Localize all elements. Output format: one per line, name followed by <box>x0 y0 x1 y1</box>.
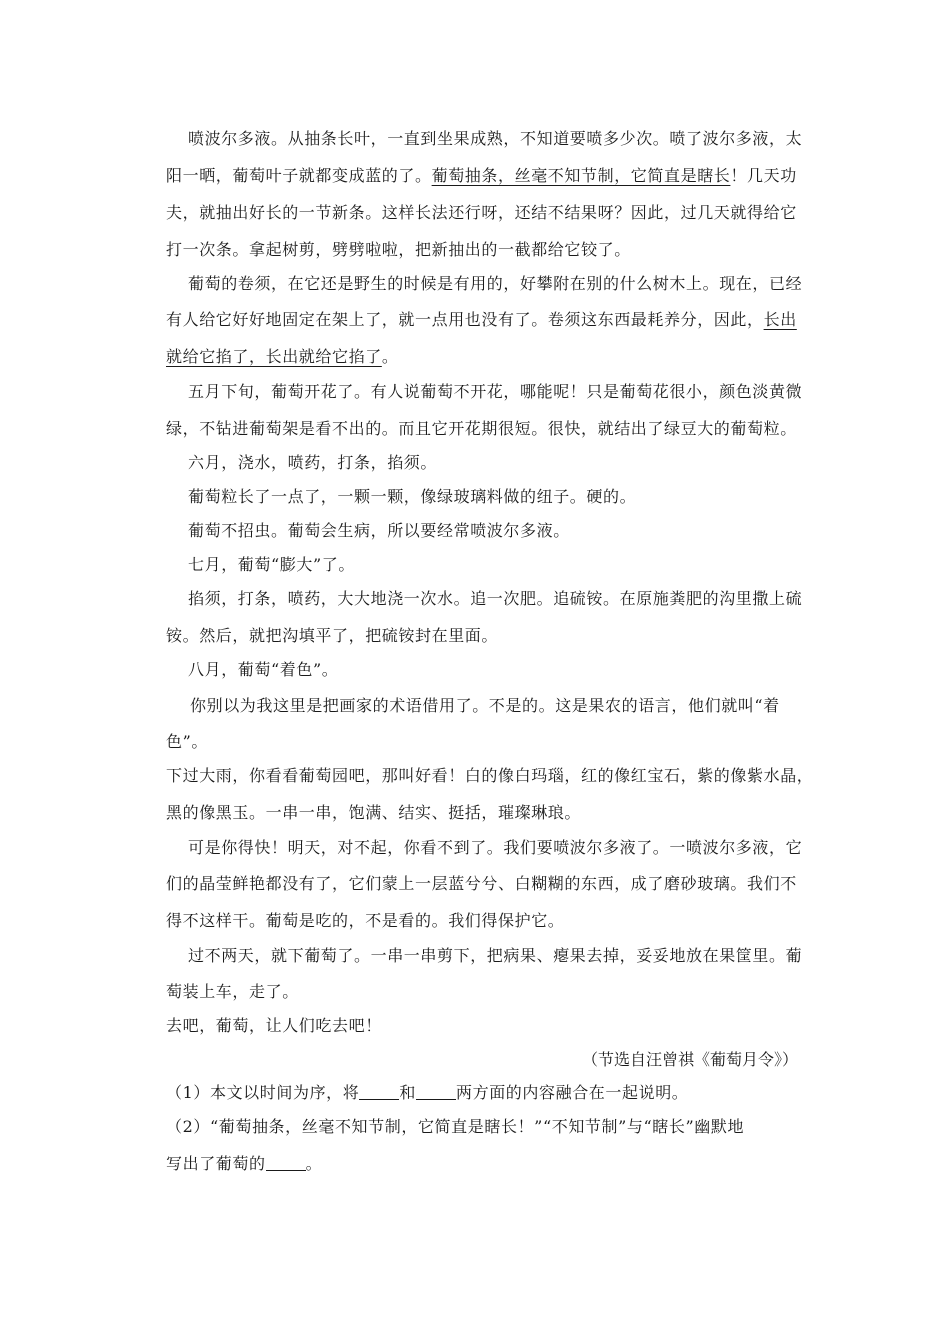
question-text: 。 <box>305 1154 323 1173</box>
question-2: （2）“葡萄抽条，丝毫不知节制，它简直是瞎长！”“不知节制”与“瞎长”幽默地 <box>166 1117 745 1136</box>
paragraph-line: 葡萄粒长了一点了，一颗一颗，像绿玻璃料做的纽子。硬的。 <box>188 487 637 506</box>
answer-blank[interactable] <box>359 1085 399 1100</box>
source-citation: （节选自汪曾祺《葡萄月令》） <box>581 1050 798 1069</box>
text-span: 。 <box>381 347 399 366</box>
paragraph-line <box>166 344 398 367</box>
text-span: 阳一晒，葡萄叶子就都变成蓝的了。 <box>166 166 432 185</box>
text-span: 有人给它好好地固定在架上了，就一点用也没有了。卷须这东西最耗养分，因此， <box>166 310 764 329</box>
question-text: （1）本文以时间为序，将 <box>166 1083 360 1102</box>
underlined-sentence: 就给它掐了，长出就给它掐了 <box>166 347 382 366</box>
question-text: 两方面的内容融合在一起说明。 <box>456 1083 689 1102</box>
paragraph-line: 萄装上车，走了。 <box>166 982 299 1001</box>
text-span: ！几天功 <box>730 166 797 185</box>
paragraph-line: 铵。然后，就把沟填平了，把硫铵封在里面。 <box>166 626 499 645</box>
paragraph-line: 得不这样干。葡萄是吃的，不是看的。我们得保护它。 <box>166 911 565 930</box>
paragraph-line <box>166 307 797 330</box>
paragraph-line: 可是你得快！明天，对不起，你看不到了。我们要喷波尔多液了。一喷波尔多液，它 <box>188 838 803 857</box>
paragraph-line: 绿，不钻进葡萄架是看不出的。而且它开花期很短。很快，就结出了绿豆大的葡萄粒。 <box>166 419 797 438</box>
paragraph-line: 夫，就抽出好长的一节新条。这样长法还行呀，还结不结果呀？因此，过几天就得给它 <box>166 203 797 222</box>
paragraph-line: 打一次条。拿起树剪，劈劈啦啦，把新抽出的一截都给它铰了。 <box>166 240 631 259</box>
underlined-sentence: 长出 <box>763 310 797 329</box>
underlined-sentence: 葡萄抽条，丝毫不知节制，它简直是瞎长 <box>431 166 731 185</box>
answer-blank[interactable] <box>266 1156 306 1171</box>
paragraph-line: 七月，葡萄“膨大”了。 <box>188 555 355 574</box>
question-1 <box>166 1080 688 1103</box>
paragraph-line <box>166 163 797 186</box>
paragraph-line: 掐须，打条，喷药，大大地浇一次水。追一次肥。追硫铵。在原施粪肥的沟里撒上硫 <box>188 589 803 608</box>
question-text: 和 <box>399 1083 416 1102</box>
paragraph-line: 去吧，葡萄，让人们吃去吧！ <box>166 1016 382 1035</box>
question-2-line-2 <box>166 1151 322 1174</box>
paragraph-line: 葡萄不招虫。葡萄会生病，所以要经常喷波尔多液。 <box>188 521 570 540</box>
answer-blank[interactable] <box>416 1085 456 1100</box>
paragraph-line: 过不两天，就下葡萄了。一串一串剪下，把病果、瘪果去掉，妥妥地放在果筐里。葡 <box>188 946 803 965</box>
paragraph-line: 五月下旬，葡萄开花了。有人说葡萄不开花，哪能呢！只是葡萄花很小，颜色淡黄微 <box>188 382 803 401</box>
paragraph-line: 六月，浇水，喷药，打条，掐须。 <box>188 453 438 472</box>
paragraph-line: 下过大雨，你看看葡萄园吧，那叫好看！白的像白玛瑙，红的像红宝石，紫的像紫水晶， <box>166 766 814 785</box>
paragraph-line: 喷波尔多液。从抽条长叶，一直到坐果成熟，不知道要喷多少次。喷了波尔多液，太 <box>188 129 803 148</box>
paragraph-line: 色”。 <box>166 732 208 751</box>
question-text: 写出了葡萄的 <box>166 1154 266 1173</box>
paragraph-line: 黑的像黑玉。一串一串，饱满、结实、挺括，璀璨琳琅。 <box>166 803 582 822</box>
paragraph-line: 八月，葡萄“着色”。 <box>188 660 339 679</box>
paragraph-line: 你别以为我这里是把画家的术语借用了。不是的。这是果农的语言，他们就叫“着 <box>190 696 780 715</box>
paragraph-line: 们的晶莹鲜艳都没有了，它们蒙上一层蓝兮兮、白糊糊的东西，成了磨砂玻璃。我们不 <box>166 874 797 893</box>
paragraph-line: 葡萄的卷须，在它还是野生的时候是有用的，好攀附在别的什么树木上。现在，已经 <box>188 274 803 293</box>
